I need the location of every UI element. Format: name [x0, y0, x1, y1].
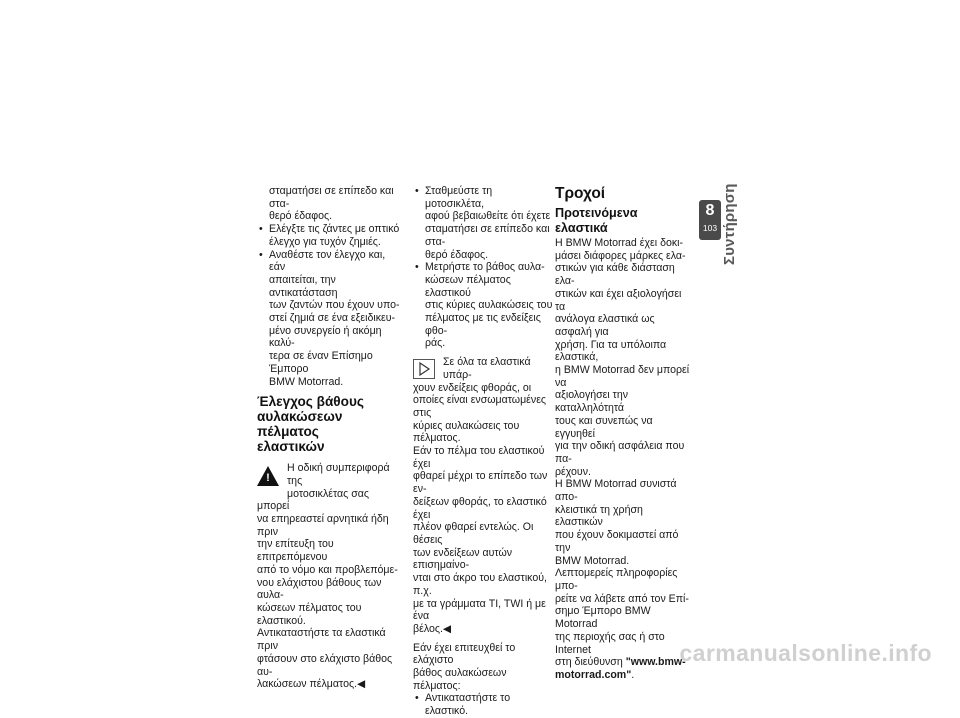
list-item [257, 249, 400, 389]
text-line: τερα σε έναν Επίσημο Έμπορο [269, 350, 373, 375]
heading-line: Έλεγχος βάθους [257, 394, 364, 410]
text-line: Αντικαταστήστε τα ελαστικά πριν [257, 627, 386, 653]
list-item [257, 223, 400, 248]
text-line: ρείτε να λάβετε από τον Επί- [555, 592, 689, 605]
text-line: στις κύριες αυλακώσεις του [425, 299, 553, 312]
text-line: σταματήσει σε επίπεδο και στα- [269, 185, 394, 210]
column-3 [555, 185, 693, 682]
text-line: χουν ενδείξεις φθοράς, οι [413, 381, 532, 394]
text-line: BMW Motorrad. [269, 375, 344, 388]
text-line [555, 669, 693, 682]
text-line: χρήση. Για τα υπόλοιπα ελαστικά, [555, 338, 667, 364]
text-line: Εάν έχει επιτευχθεί το ελάχιστο [413, 641, 516, 667]
text-line: νου ελάχιστου βάθους των αυλα- [257, 576, 382, 602]
list-item [413, 185, 553, 261]
text-line: των ενδείξεων αυτών επισημαίνο- [413, 546, 513, 572]
text-line: φτάσουν στο ελάχιστο βάθος αυ- [257, 652, 393, 678]
text-line [555, 656, 693, 669]
column-1 [257, 185, 400, 691]
text-line: Η οδική συμπεριφορά της [287, 462, 390, 487]
text-line: • Μετρήστε το βάθος αυλα- [425, 261, 545, 274]
list-item [413, 692, 553, 717]
text-line: τους και συνεπώς να εγγυηθεί [555, 414, 653, 440]
text-line: για την οδική ασφάλεια που πα- [555, 440, 685, 465]
text-line: βέλος.◀ [413, 622, 452, 635]
text-line: κώσεων πέλματος ελαστικού [425, 273, 511, 299]
text-line: Σε όλα τα ελαστικά υπάρ- [443, 356, 531, 381]
text-line: αξιολογήσει την καταλληλότητά [555, 389, 629, 415]
text-line: ανάλογα ελαστικά ως ασφαλή για [555, 313, 655, 338]
text-line: ράς. [425, 337, 446, 350]
text-line: • Σταθμεύστε τη μοτοσικλέτα, [425, 185, 493, 210]
list-item [413, 261, 553, 350]
text-line: οποίες είναι ενσωματωμένες στις [413, 394, 547, 419]
text-line: πλέον φθαρεί εντελώς. Οι θέσεις [413, 521, 534, 546]
text-line: να επηρεαστεί αρνητικά ήδη πριν [257, 513, 389, 538]
text-line: • Αντικαταστήστε το ελαστικό. [425, 692, 511, 718]
text-line: θερό έδαφος. [269, 210, 333, 223]
text-line: η BMW Motorrad δεν μπορεί να [555, 364, 690, 389]
heading-line: αυλακώσεων πέλματος [257, 409, 343, 440]
note-play-icon [413, 359, 435, 379]
text-line: Λεπτομερείς πληροφορίες μπο- [555, 567, 678, 592]
text-line: Εάν το πέλμα του ελαστικού έχει [413, 445, 545, 470]
section-heading [257, 394, 400, 454]
text-segment: στη διεύθυνση [555, 656, 626, 669]
warning-triangle-icon: ! [257, 466, 279, 486]
text-line: φθαρεί μέχρι το επίπεδο των εν- [413, 470, 548, 496]
website-link[interactable]: motorrad.com" [555, 668, 632, 681]
text-line: της περιοχής σας ή στο Internet [555, 630, 665, 656]
heading-line: ελαστικών [257, 439, 325, 455]
text-line: μοτοσικλέτας σας μπορεί [257, 487, 369, 513]
watermark: carmanualsonline.info [679, 640, 932, 666]
section-subtitle: Προτεινόμενα ελαστικά [555, 206, 638, 235]
text-line: λακώσεων πέλματος.◀ [257, 678, 366, 691]
text-line: βάθος αυλακώσεων πέλματος: [413, 667, 507, 692]
text-line: κλειστικά τη χρήση ελαστικών [555, 503, 643, 529]
text-line: Η BMW Motorrad συνιστά απο- [555, 478, 677, 504]
text-line: των ζαντών που έχουν υπο- [269, 299, 400, 312]
text-line: δείξεων φθοράς, το ελαστικό έχει [413, 495, 547, 521]
text-line: πέλματος με τις ενδείξεις φθο- [425, 312, 541, 337]
side-chapter-label: Συντήρηση [721, 183, 738, 265]
chapter-title: Τροχοί [555, 185, 606, 202]
chapter-number: 8 [705, 202, 715, 219]
text-line: ρέχουν. [555, 465, 591, 478]
page-number: 103 [702, 223, 718, 233]
text-line: με τα γράμματα TI, TWI ή με ένα [413, 597, 546, 623]
text-line: μένο συνεργείο ή ακόμη καλύ- [269, 324, 382, 350]
warning-block [257, 462, 400, 691]
text-line: κώσεων πέλματος του ελαστικού. [257, 601, 362, 627]
text-line: απαιτείται, την αντικατάσταση [269, 273, 338, 299]
text-line: από το νόμο και προβλεπόμε- [257, 563, 398, 576]
text-line: την επίτευξη του επιτρεπόμενου [257, 538, 334, 564]
text-line: σταματήσει σε επίπεδο και στα- [425, 223, 550, 248]
text-line: στικών για κάθε διάσταση ελα- [555, 262, 675, 288]
text-line: • Αναθέστε τον έλεγχο και, εάν [269, 248, 386, 274]
website-link[interactable]: "www.bmw- [625, 656, 686, 669]
text-line: • Ελέγξτε τις ζάντες με οπτικό [269, 223, 400, 236]
column-2 [413, 185, 553, 718]
note-block [413, 356, 553, 635]
text-line: BMW Motorrad. [555, 554, 630, 567]
chapter-tab [699, 200, 721, 240]
text-line: νται στο άκρο του ελαστικού, π.χ. [413, 572, 547, 597]
text-line: έλεγχο για τυχόν ζημιές. [269, 235, 381, 248]
text-line: σημο Έμπορο BMW Motorrad [555, 605, 651, 631]
text-line: που έχουν δοκιμαστεί από την [555, 529, 679, 554]
text-line: αφού βεβαιωθείτε ότι έχετε [425, 210, 551, 223]
text-line: Η BMW Motorrad έχει δοκι- [555, 237, 684, 249]
text-line: θερό έδαφος. [425, 248, 489, 261]
text-line: κύριες αυλακώσεις του πέλματος. [413, 419, 520, 445]
text-line: στεί ζημιά σε ένα εξειδικευ- [269, 312, 396, 325]
text-segment: . [631, 668, 635, 681]
text-line: στικών και έχει αξιολογήσει τα [555, 287, 682, 313]
text-line: μάσει διάφορες μάρκες ελα- [555, 249, 686, 262]
